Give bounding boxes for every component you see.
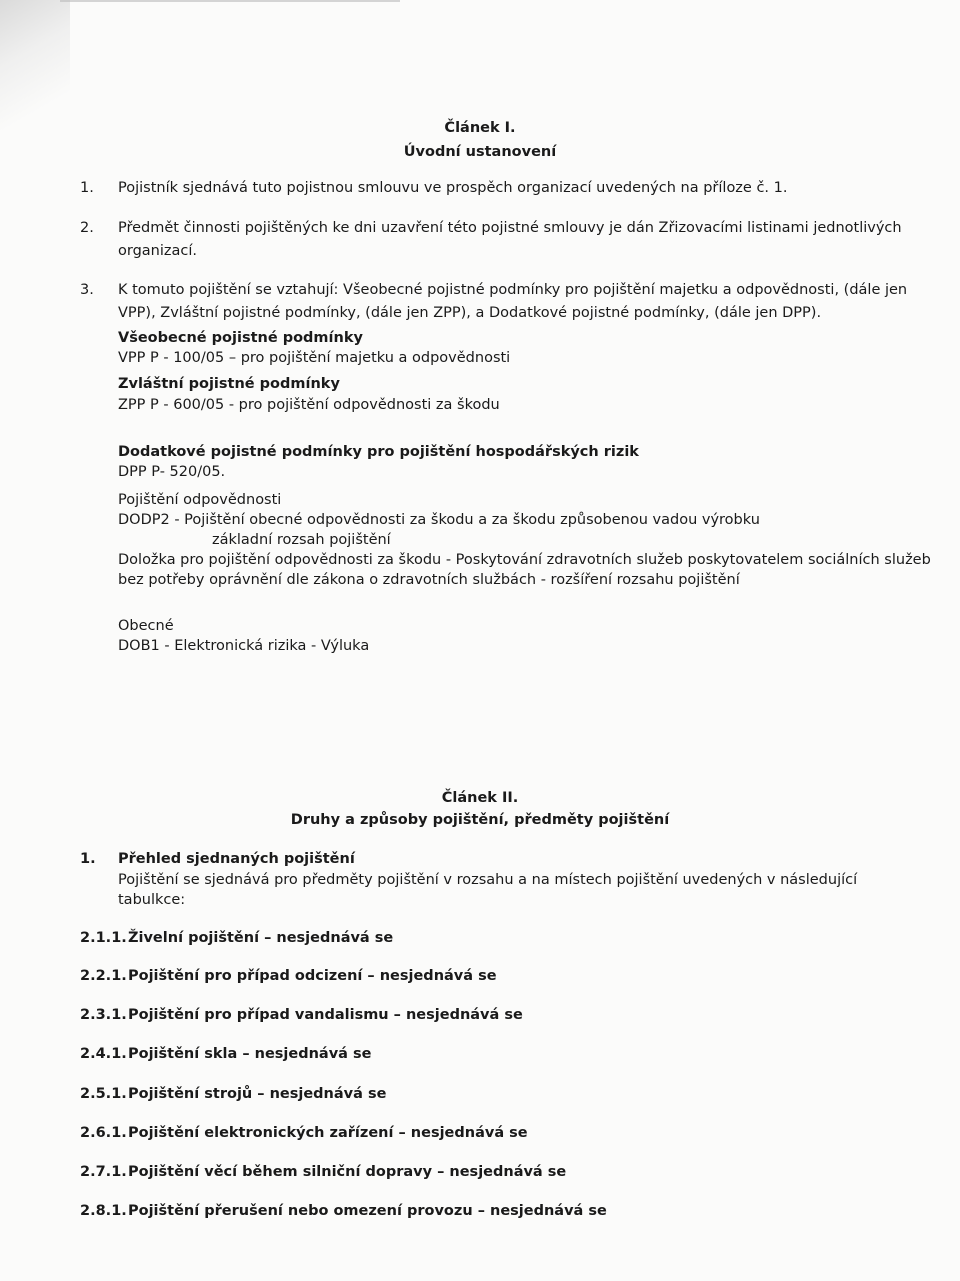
section-2-2-1-text: Pojištění pro případ odcizení – nesjednává se bbox=[128, 968, 497, 984]
vpp-text: VPP P - 100/05 – pro pojištění majetku a odpovědnosti bbox=[118, 350, 511, 366]
section-2-8-1-number: 2.8.1. bbox=[80, 1203, 127, 1219]
item-1-number: 1. bbox=[80, 180, 94, 196]
section-2-3-1-text: Pojištění pro případ vandalismu – nesjednává se bbox=[128, 1007, 523, 1023]
item-3-line-1: K tomuto pojištění se vztahují: Všeobecné pojistné podmínky pro pojištění majetku a odpovědnosti, (dále jen bbox=[118, 282, 908, 298]
article-1-label: Článek I. bbox=[444, 120, 516, 136]
liability-heading: Pojištění odpovědnosti bbox=[118, 492, 282, 508]
dpp-code: DPP P- 520/05. bbox=[118, 464, 226, 480]
article-1-title: Úvodní ustanovení bbox=[403, 144, 557, 160]
section-2-2-1-number: 2.2.1. bbox=[80, 968, 127, 984]
zpp-text: ZPP P - 600/05 - pro pojištění odpovědnosti za škodu bbox=[118, 397, 500, 413]
item-1-line-1: Pojistník sjednává tuto pojistnou smlouvu ve prospěch organizací uvedených na příloze č. 1. bbox=[118, 180, 788, 196]
clause-line-2: bez potřeby oprávnění dle zákona o zdravotních službách - rozšíření rozsahu pojištění bbox=[118, 572, 740, 588]
section-2-6-1-text: Pojištění elektronických zařízení – nesjednává se bbox=[128, 1125, 528, 1141]
scan-top-line bbox=[60, 0, 400, 2]
item-3-line-2: VPP), Zvláštní pojistné podmínky, (dále jen ZPP), a Dodatkové pojistné podmínky, (dále jen DPP). bbox=[118, 305, 822, 321]
section-2-7-1-number: 2.7.1. bbox=[80, 1164, 127, 1180]
vpp-heading: Všeobecné pojistné podmínky bbox=[118, 330, 363, 346]
item-2-line-2: organizací. bbox=[118, 243, 197, 259]
item-2-number: 2. bbox=[80, 220, 94, 236]
article-2-item-1-heading: Přehled sjednaných pojištění bbox=[118, 851, 355, 867]
dodp2-line: DODP2 - Pojištění obecné odpovědnosti za škodu a za škodu způsobenou vadou výrobku bbox=[118, 512, 760, 528]
article-2-label: Článek II. bbox=[441, 790, 519, 806]
section-2-4-1-number: 2.4.1. bbox=[80, 1046, 127, 1062]
clause-line-1: Doložka pro pojištění odpovědnosti za škodu - Poskytování zdravotních služeb poskytovatelem sociálních služeb bbox=[118, 552, 931, 568]
item-3-number: 3. bbox=[80, 282, 94, 298]
article-2-item-1-line-2: tabulkce: bbox=[118, 892, 186, 908]
section-2-6-1-number: 2.6.1. bbox=[80, 1125, 127, 1141]
dob1-line: DOB1 - Elektronická rizika - Výluka bbox=[118, 638, 370, 654]
dpp-heading: Dodatkové pojistné podmínky pro pojištění hospodářských rizik bbox=[118, 444, 639, 460]
section-2-5-1-number: 2.5.1. bbox=[80, 1086, 127, 1102]
section-2-1-1-text: Živelní pojištění – nesjednává se bbox=[128, 930, 394, 946]
section-2-1-1-number: 2.1.1. bbox=[80, 930, 127, 946]
section-2-8-1-text: Pojištění přerušení nebo omezení provozu – nesjednává se bbox=[128, 1203, 607, 1219]
dodp2-scope: základní rozsah pojištění bbox=[212, 532, 391, 548]
general-heading: Obecné bbox=[118, 618, 174, 634]
section-2-7-1-text: Pojištění věcí během silniční dopravy – nesjednává se bbox=[128, 1164, 567, 1180]
item-2-line-1: Předmět činnosti pojištěných ke dni uzavření této pojistné smlouvy je dán Zřizovacími listinami jednotlivých bbox=[118, 220, 902, 236]
article-2-item-1-number: 1. bbox=[80, 851, 96, 867]
section-2-3-1-number: 2.3.1. bbox=[80, 1007, 127, 1023]
section-2-4-1-text: Pojištění skla – nesjednává se bbox=[128, 1046, 372, 1062]
section-2-5-1-text: Pojištění strojů – nesjednává se bbox=[128, 1086, 387, 1102]
zpp-heading: Zvláštní pojistné podmínky bbox=[118, 376, 340, 392]
article-2-title: Druhy a způsoby pojištění, předměty pojištění bbox=[290, 812, 670, 828]
article-2-item-1-line-1: Pojištění se sjednává pro předměty pojištění v rozsahu a na místech pojištění uvedených v následující bbox=[118, 872, 858, 888]
